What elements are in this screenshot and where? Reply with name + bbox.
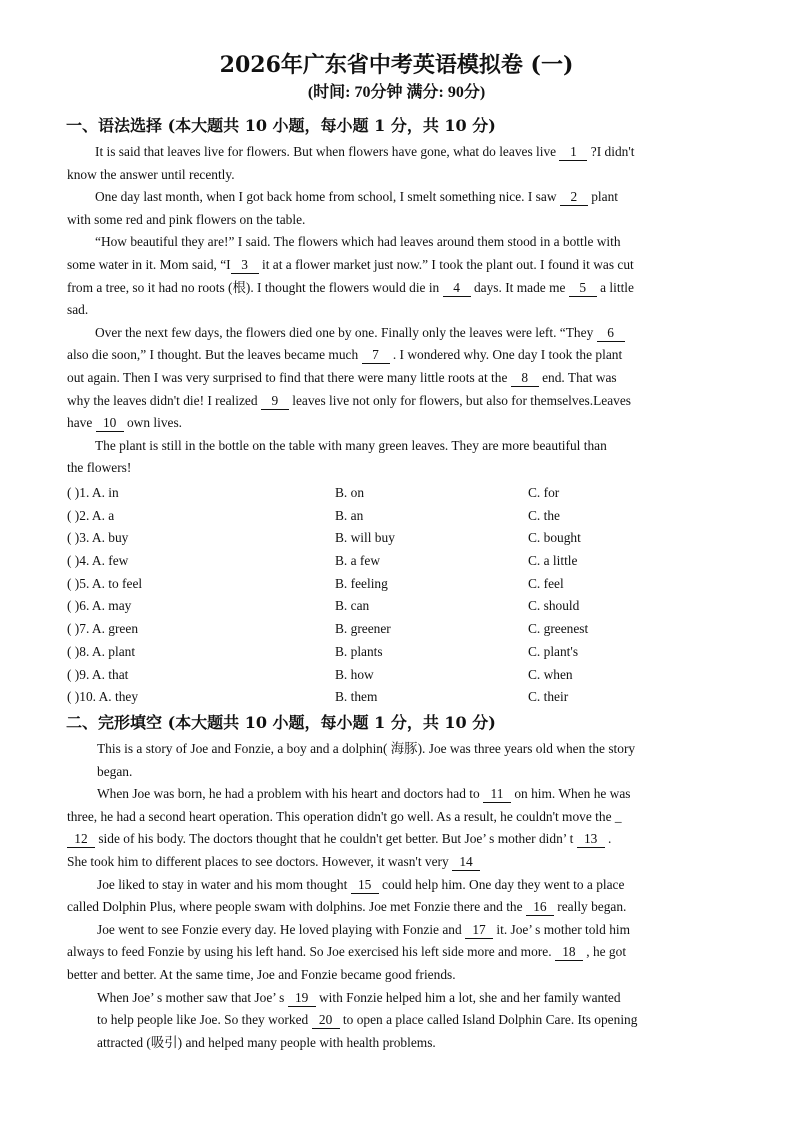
passage-line (67, 141, 721, 164)
passage-text: some water in it. Mom said, “I (67, 256, 231, 272)
question-row (67, 664, 727, 687)
passage-text: Joe went to see Fonzie every day. He loved playing with Fonzie and (97, 921, 466, 937)
option-c[interactable]: C. for (528, 485, 560, 500)
section1-options (67, 482, 727, 709)
question-row (67, 505, 727, 528)
question-option-a[interactable]: ( )7. A. green (67, 621, 139, 637)
option-c[interactable]: C. their (528, 689, 569, 705)
passage-text: with some red and pink flowers on the table. (67, 211, 306, 227)
question-option-a[interactable]: ( )3. A. buy (67, 530, 129, 546)
question-option-a[interactable]: ( )8. A. plant (67, 643, 136, 659)
option-b[interactable]: B. an (335, 507, 364, 523)
passage-line (67, 828, 721, 851)
passage-text: called Dolphin Plus, where people swam with dolphins. Joe met Fonzie there and the (67, 899, 526, 915)
answer-blank[interactable]: 8 (511, 370, 539, 387)
answer-blank[interactable]: 6 (597, 325, 625, 342)
passage-line (67, 738, 721, 761)
passage-text: Over the next few days, the flowers died one by one. Finally only the leaves were left. “They (95, 324, 597, 340)
option-c[interactable]: C. should (528, 598, 580, 614)
passage-text: a little (596, 279, 634, 295)
question-option-a[interactable]: ( )5. A. to feel (67, 575, 143, 591)
passage-line (67, 1032, 721, 1055)
passage-text: from a tree, so it had no roots (根). I thought the flowers would die in (67, 279, 443, 295)
question-row (67, 527, 727, 550)
option-c[interactable]: C. when (528, 666, 573, 682)
passage-text: it at a flower market just now.” I took the plant out. I found it was cut (258, 256, 634, 272)
passage-line (67, 390, 721, 413)
answer-blank[interactable]: 5 (569, 280, 597, 297)
passage-text: end. That was (538, 369, 617, 385)
passage-text: better and better. At the same time, Joe and Fonzie became good friends. (67, 966, 456, 982)
passage-text: began. (97, 763, 133, 779)
passage-text: it. Joe’ s mother told him (493, 921, 631, 937)
passage-text: attracted (吸引) and helped many people with health problems. (97, 1034, 436, 1050)
passage-text: own lives. (123, 415, 183, 431)
passage-text: ?I didn't (587, 144, 635, 159)
passage-text: also die soon,” I thought. But the leaves became much (67, 347, 362, 363)
passage-line (67, 919, 721, 942)
answer-blank[interactable]: 2 (560, 189, 588, 206)
option-c[interactable]: C. plant's (528, 643, 579, 659)
passage-line (67, 209, 721, 232)
section2-passage (67, 738, 721, 1054)
passage-text: always to feed Fonzie by using his left hand. So Joe exercised his left side more and more. (67, 944, 555, 960)
passage-line (67, 896, 721, 919)
answer-blank[interactable]: 11 (483, 786, 511, 803)
passage-line (67, 231, 721, 254)
answer-blank[interactable]: 15 (351, 877, 379, 894)
passage-text: “How beautiful they are!” I said. The flowers which had leaves around them stood in a bottle with (95, 234, 621, 250)
passage-text: Joe liked to stay in water and his mom thought (97, 876, 351, 892)
passage-line (67, 344, 721, 367)
passage-text: the flowers! (67, 460, 132, 476)
passage-line (67, 783, 721, 806)
passage-text: This is a story of Joe and Fonzie, a boy and a dolphin( 海豚). Joe was three years old when the story (97, 741, 636, 756)
passage-text: She took him to different places to see doctors. However, it wasn't very (67, 853, 453, 869)
answer-blank[interactable]: 16 (526, 899, 554, 916)
exam-title: 2026年广东省中考英语模拟卷 (一) (219, 52, 574, 78)
passage-text: , he got (582, 944, 627, 960)
passage-text: could help him. One day they went to a place (378, 876, 625, 892)
passage-line (67, 164, 721, 187)
question-option-a[interactable]: ( )6. A. may (67, 598, 132, 614)
option-b[interactable]: B. greener (335, 621, 391, 637)
question-row (67, 595, 727, 618)
passage-text: The plant is still in the bottle on the table with many green leaves. They are more beautiful than (95, 437, 607, 453)
answer-blank[interactable]: 9 (261, 393, 289, 410)
passage-line (67, 964, 721, 987)
answer-blank[interactable]: 4 (443, 280, 471, 297)
question-row (67, 550, 727, 573)
passage-line (67, 761, 721, 784)
option-c[interactable]: C. greenest (528, 621, 589, 637)
option-b[interactable]: B. a few (335, 553, 380, 569)
passage-line (67, 941, 721, 964)
passage-text: One day last month, when I got back home from school, I smelt something nice. I saw (95, 189, 560, 205)
answer-blank[interactable]: 19 (288, 990, 316, 1007)
passage-line (67, 367, 721, 390)
passage-text: plant (587, 189, 618, 205)
option-b[interactable]: B. can (335, 598, 370, 614)
passage-text: days. It made me (470, 279, 569, 295)
passage-text: It is said that leaves live for flowers. But when flowers have gone, what do leaves live (95, 144, 560, 159)
option-c[interactable]: C. bought (528, 530, 581, 546)
passage-text: out again. Then I was very surprised to find that there were many little roots at the (67, 369, 511, 385)
passage-line (67, 457, 721, 480)
passage-line (67, 254, 721, 277)
passage-line (67, 186, 721, 209)
passage-text: . (604, 831, 612, 847)
passage-line (67, 806, 721, 829)
passage-text: When Joe’ s mother saw that Joe’ s (97, 989, 288, 1005)
answer-blank[interactable]: 1 (559, 144, 587, 161)
answer-blank[interactable]: 12 (67, 831, 95, 848)
answer-blank[interactable]: 17 (465, 922, 493, 939)
passage-text: leaves live not only for flowers, but also for themselves.Leaves (288, 392, 632, 408)
passage-line (67, 987, 721, 1010)
passage-line (67, 277, 721, 300)
passage-text: why the leaves didn't die! I realized (67, 392, 261, 408)
exam-subtitle: (时间: 70分钟 满分: 90分) (307, 84, 486, 101)
passage-text: side of his body. The doctors thought that he couldn't get better. But Joe’ s mother didn’ t (95, 831, 577, 847)
question-row (67, 686, 727, 709)
answer-blank[interactable]: 3 (231, 257, 259, 274)
question-row (67, 641, 727, 664)
question-row (67, 573, 727, 596)
question-row (67, 618, 727, 641)
answer-blank[interactable]: 10 (96, 415, 124, 432)
question-option-a[interactable]: ( )10. A. they (67, 689, 139, 705)
question-option-a[interactable]: ( )9. A. that (67, 666, 129, 682)
passage-line (67, 1009, 721, 1032)
passage-line (67, 322, 721, 345)
question-option-a[interactable]: ( )1. A. in (67, 485, 119, 500)
section1-passage (67, 141, 721, 480)
passage-line (67, 851, 721, 874)
passage-text: on him. When he was (511, 786, 631, 802)
answer-blank[interactable]: 20 (312, 1012, 340, 1029)
answer-blank[interactable]: 14 (452, 854, 480, 871)
option-b[interactable]: B. on (335, 485, 365, 500)
passage-line (67, 299, 721, 322)
passage-text: have (67, 415, 96, 431)
answer-blank[interactable]: 7 (362, 347, 390, 364)
passage-text: know the answer until recently. (67, 166, 235, 182)
passage-line (67, 412, 721, 435)
passage-text: to help people like Joe. So they worked (97, 1012, 312, 1028)
passage-line (67, 435, 721, 458)
section2-heading: 二、完形填空 (本大题共 10 小题，每小题 1 分，共 10 分) (66, 713, 496, 732)
passage-text: to open a place called Island Dolphin Care. Its opening (339, 1012, 638, 1028)
option-b[interactable]: B. plants (335, 643, 383, 659)
answer-blank[interactable]: 13 (577, 831, 605, 848)
question-option-a[interactable]: ( )2. A. a (67, 507, 115, 523)
passage-text: sad. (67, 302, 89, 318)
question-option-a[interactable]: ( )4. A. few (67, 553, 129, 569)
passage-text: with Fonzie helped him a lot, she and her family wanted (315, 989, 621, 1005)
passage-text: . I wondered why. One day I took the plant (389, 347, 623, 363)
passage-text: really began. (553, 899, 627, 915)
option-b[interactable]: B. feeling (335, 575, 388, 591)
option-b[interactable]: B. them (335, 689, 378, 705)
passage-text: three, he had a second heart operation. This operation didn't go well. As a result, he couldn't move the _ (67, 808, 622, 824)
option-c[interactable]: C. the (528, 507, 560, 523)
passage-text: When Joe was born, he had a problem with his heart and doctors had to (97, 786, 483, 802)
option-b[interactable]: B. will buy (335, 530, 395, 546)
section1-heading: 一、语法选择 (本大题共 10 小题，每小题 1 分，共 10 分) (66, 116, 496, 135)
passage-line (67, 874, 721, 897)
option-c[interactable]: C. feel (528, 575, 564, 591)
question-row (67, 482, 727, 505)
option-c[interactable]: C. a little (528, 553, 578, 569)
option-b[interactable]: B. how (335, 666, 374, 682)
answer-blank[interactable]: 18 (555, 944, 583, 961)
